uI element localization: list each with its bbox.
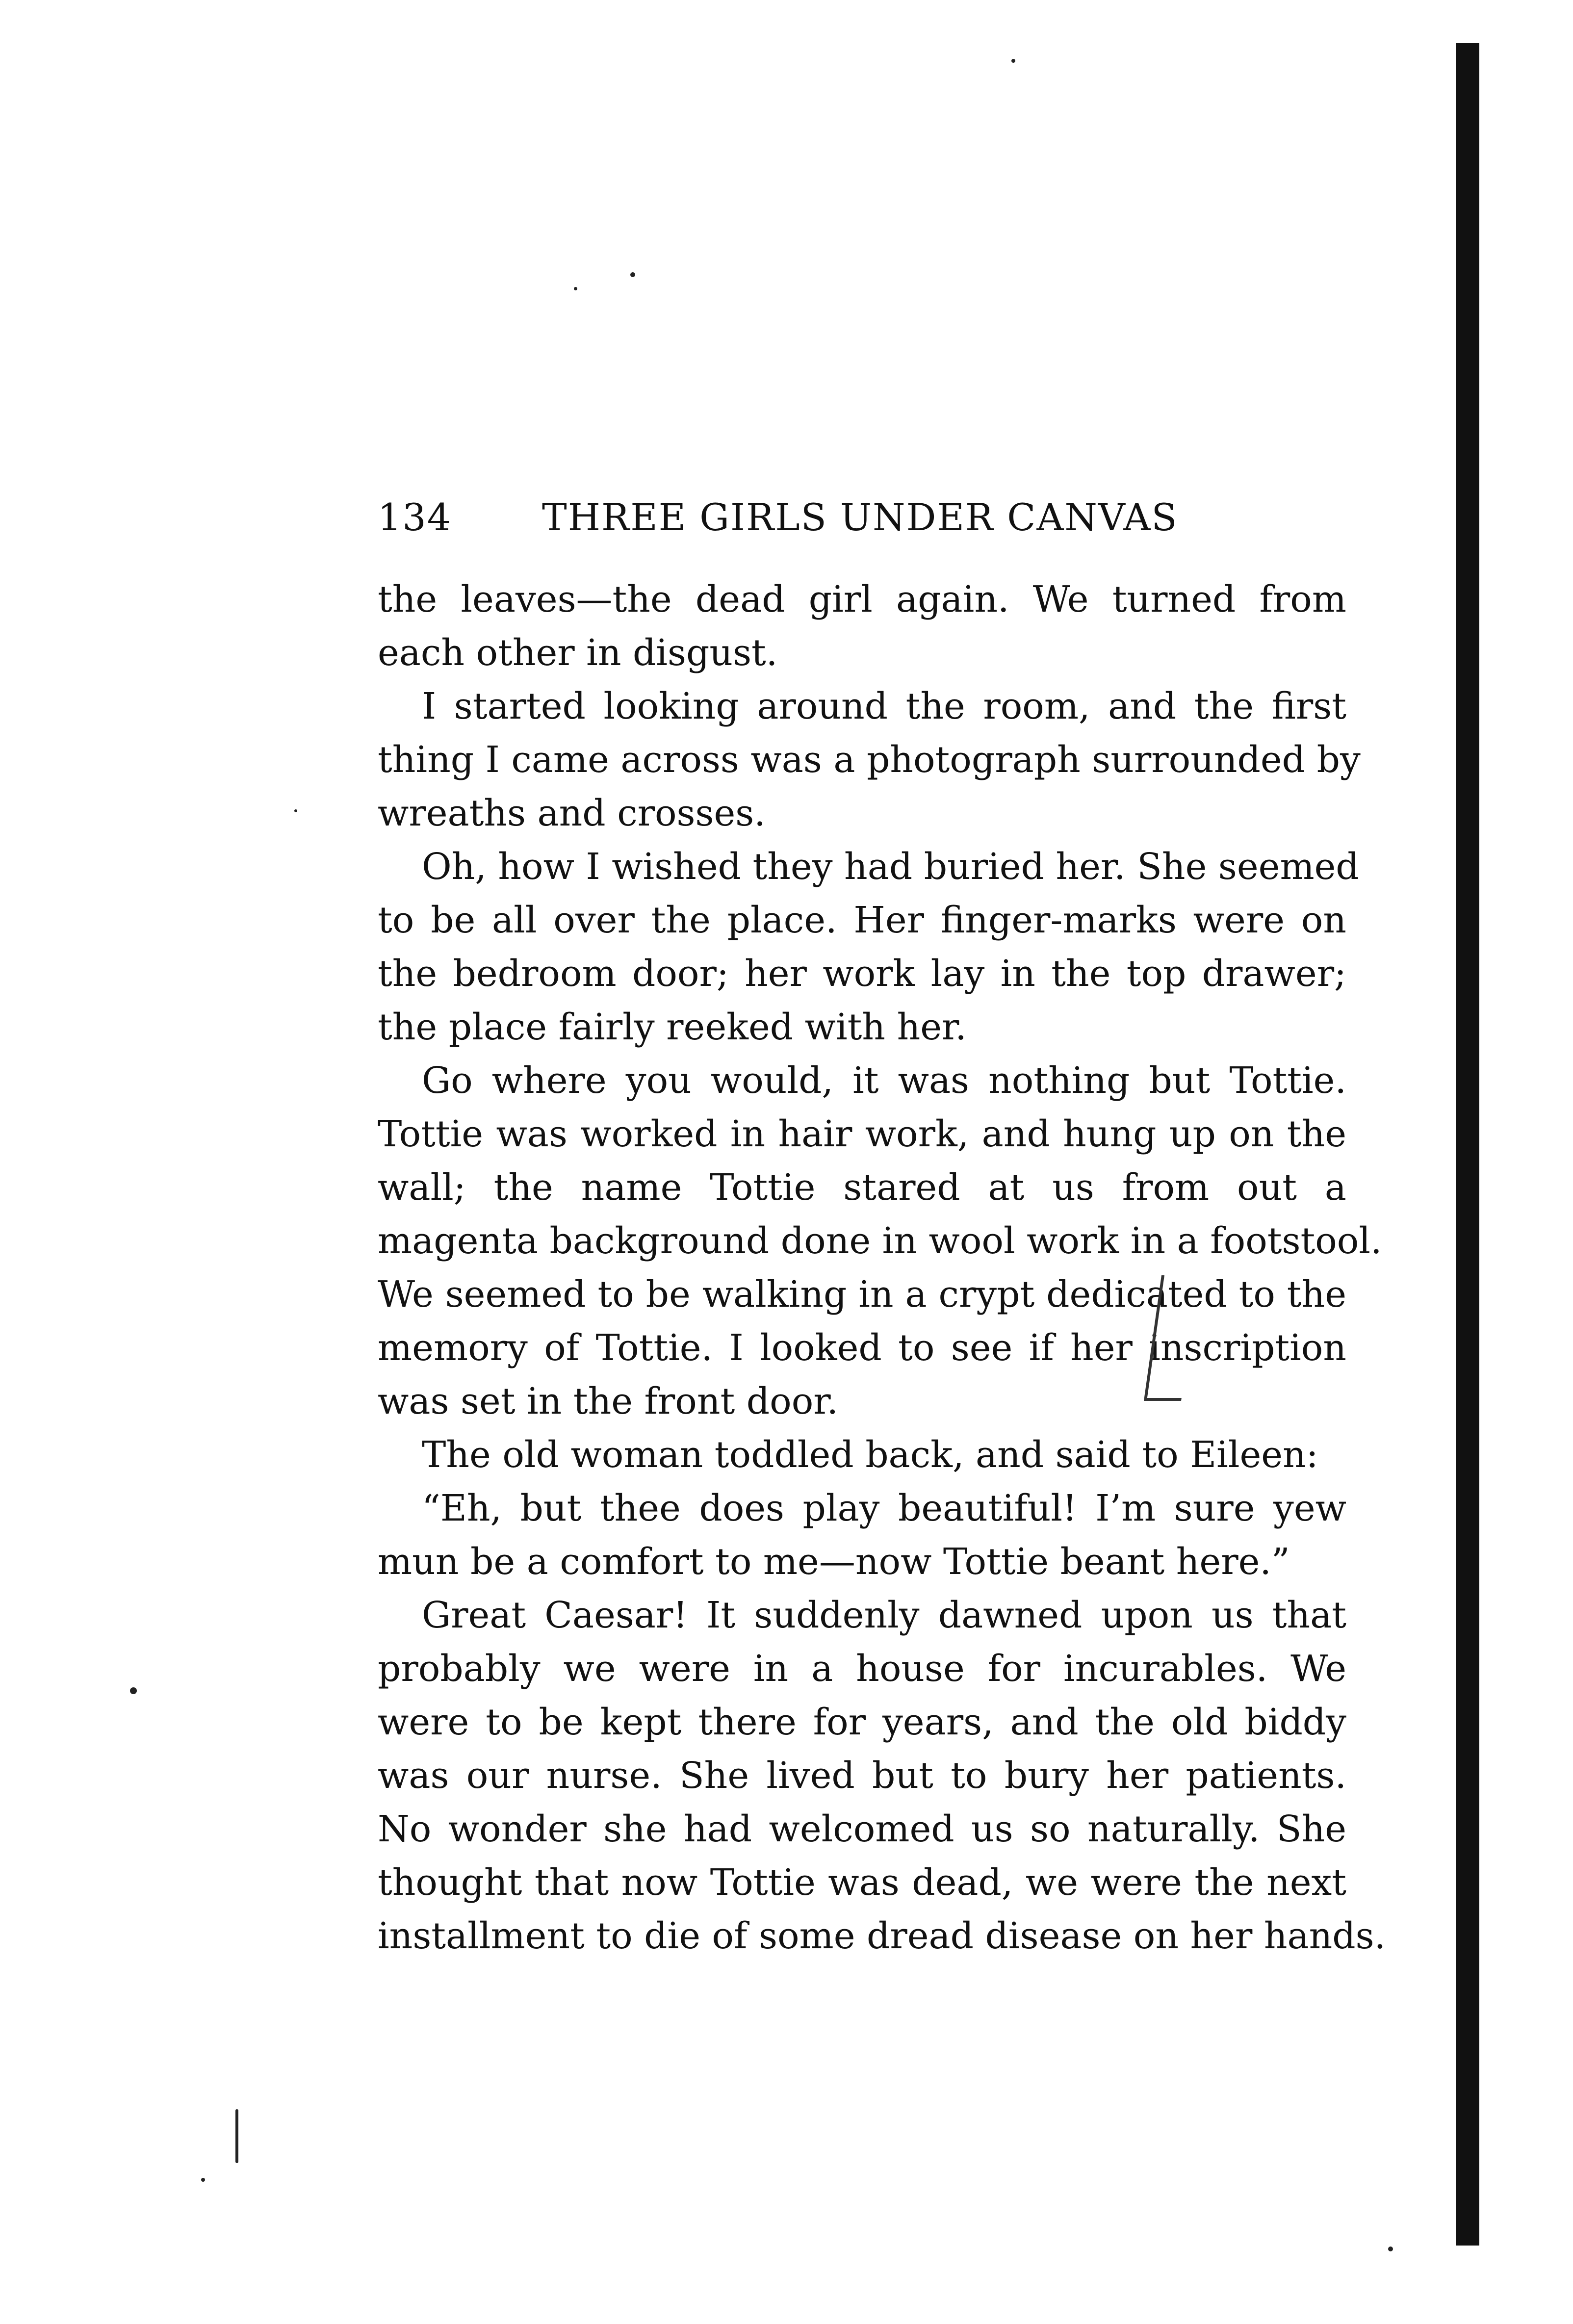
text-line: thought that now Tottie was dead, we were the next xyxy=(378,1861,1346,1904)
text-line: the leaves—the dead girl again. We turned from xyxy=(378,578,1346,620)
text-line: was our nurse. She lived but to bury her patients. xyxy=(378,1755,1346,1797)
text-line: the bedroom door; her work lay in the top drawer; xyxy=(378,953,1346,995)
paper-speck xyxy=(1011,59,1015,63)
running-head xyxy=(378,491,1261,544)
text-line: the place fairly reeked with her. xyxy=(378,1006,967,1048)
running-title: THREE GIRLS UNDER CANVAS xyxy=(542,495,1178,539)
text-line: were to be kept there for years, and the old biddy xyxy=(378,1701,1346,1743)
text-line: Tottie was worked in hair work, and hung up on the xyxy=(378,1113,1346,1155)
text-line: mun be a comfort to me—now Tottie beant here.” xyxy=(378,1541,1290,1583)
paper-speck xyxy=(130,1687,137,1694)
paper-speck xyxy=(630,272,635,277)
text-line: magenta background done in wool work in a footstool. xyxy=(378,1220,1382,1262)
text-line: No wonder she had welcomed us so naturally. She xyxy=(378,1808,1346,1850)
text-line: wall; the name Tottie stared at us from out a xyxy=(378,1166,1346,1209)
text-line: each other in disgust. xyxy=(378,632,778,674)
text-line: Great Caesar! It suddenly dawned upon us that xyxy=(422,1594,1346,1636)
text-line: installment to die of some dread disease on her hands. xyxy=(378,1915,1386,1957)
paper-speck xyxy=(294,809,297,812)
text-line: wreaths and crosses. xyxy=(378,792,766,834)
text-line: thing I came across was a photograph surrounded by xyxy=(378,739,1361,781)
paper-speck xyxy=(1388,2247,1393,2251)
text-line: to be all over the place. Her finger-marks were on xyxy=(378,899,1346,941)
paper-speck xyxy=(574,287,577,290)
text-line: “Eh, but thee does play beautiful! I’m sure yew xyxy=(422,1487,1346,1529)
page-number: 134 xyxy=(378,495,452,539)
paper-speck xyxy=(201,2178,205,2182)
binding-edge xyxy=(1456,43,1479,2246)
text-line: We seemed to be walking in a crypt dedicated to the xyxy=(378,1273,1346,1316)
text-line: was set in the front door. xyxy=(378,1380,839,1422)
paper-speck xyxy=(235,2109,238,2163)
text-line: Oh, how I wished they had buried her. She seemed xyxy=(422,846,1359,888)
body-text xyxy=(378,573,1386,1963)
text-line: Go where you would, it was nothing but Tottie. xyxy=(422,1059,1346,1102)
text-line: probably we were in a house for incurables. We xyxy=(378,1648,1346,1690)
text-line: memory of Tottie. I looked to see if her inscription xyxy=(378,1327,1346,1369)
text-line: The old woman toddled back, and said to Eileen: xyxy=(422,1434,1318,1476)
text-line: I started looking around the room, and the first xyxy=(422,685,1346,727)
